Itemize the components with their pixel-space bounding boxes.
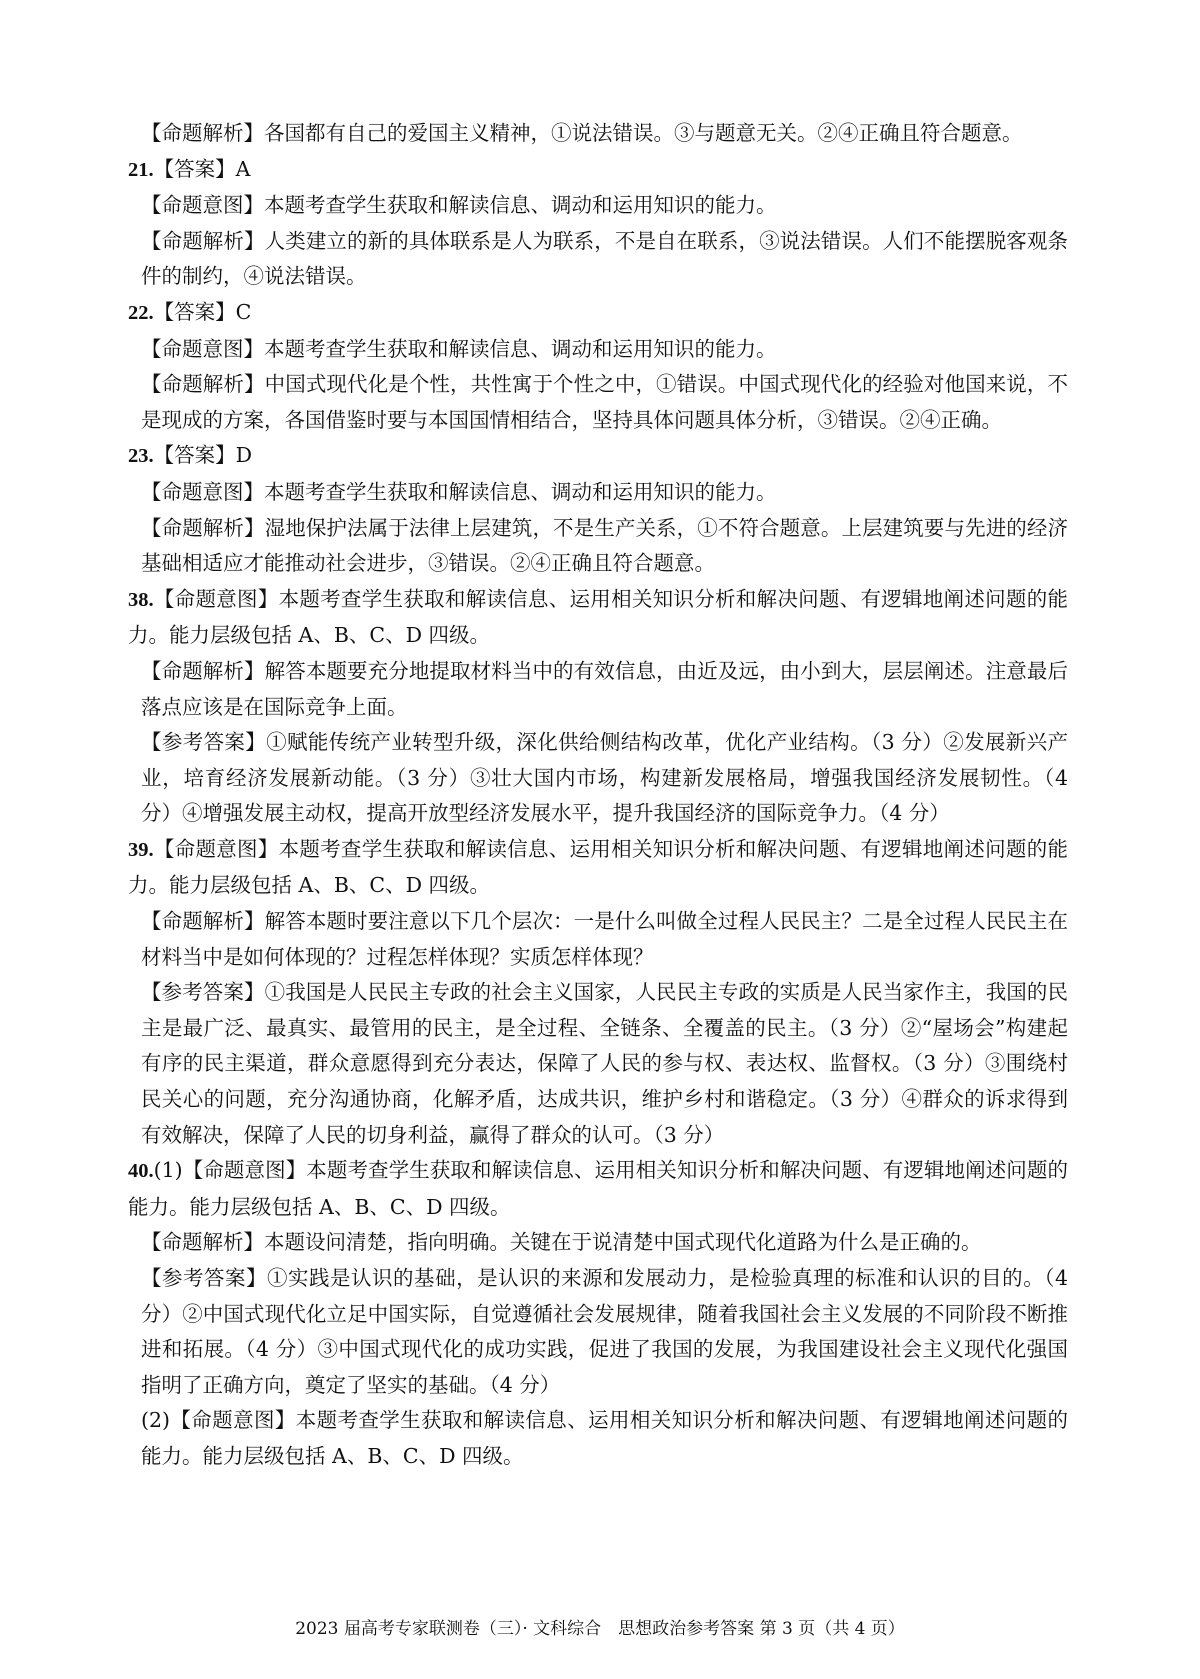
q39-intent <box>128 832 1068 904</box>
q40-part1-intent <box>128 1153 1068 1225</box>
q23-intent: 【命题意图】本题考查学生获取和解读信息、调动和运用知识的能力。 <box>141 479 777 504</box>
q39-number: 39. <box>128 838 154 861</box>
q38-number: 38. <box>128 588 154 611</box>
q40-part1-analysis: 【命题解析】本题设问清楚，指向明确。关键在于说清楚中国式现代化道路为什么是正确的。 <box>141 1230 982 1255</box>
q38-intent-text: 【命题意图】本题考查学生获取和解读信息、运用相关知识分析和解决问题、有逻辑地阐述问题的能力。能力层级包括 A、B、C、D 四级。 <box>128 586 1068 648</box>
q39-analysis: 【命题解析】解答本题时要注意以下几个层次：一是什么叫做全过程人民民主？二是全过程人民民主在材料当中是如何体现的？过程怎样体现？实质怎样体现？ <box>141 909 1068 969</box>
q40-part1-reference: 【参考答案】①实践是认识的基础，是认识的来源和发展动力，是检验真理的标准和认识的目的。（4 分）②中国式现代化立足中国实际，自觉遵循社会发展规律，随着我国社会主义发展的不同阶段不断推进和拓展。（4 分）③中国式现代化的成功实践，促进了我国的发展，为我国建设社会主义现代化强国指明了正确方向，奠定了坚实的基础。（4 分） <box>141 1266 1068 1397</box>
q22-answer-text: 【答案】C <box>153 299 252 324</box>
q22-analysis: 【命题解析】中国式现代化是个性，共性寓于个性之中，①错误。中国式现代化的经验对他国来说，不是现成的方案，各国借鉴时要与本国国情相结合，坚持具体问题具体分析，③错误。②④正确。 <box>141 372 1068 432</box>
q40-number: 40. <box>128 1160 154 1183</box>
q20-analysis: 【命题解析】各国都有自己的爱国主义精神，①说法错误。③与题意无关。②④正确且符合题意。 <box>141 121 1023 145</box>
q22-intent: 【命题意图】本题考查学生获取和解读信息、调动和运用知识的能力。 <box>141 336 777 361</box>
q39-intent-text: 【命题意图】本题考查学生获取和解读信息、运用相关知识分析和解决问题、有逻辑地阐述问题的能力。能力层级包括 A、B、C、D 四级。 <box>128 836 1068 898</box>
q22-number: 22. <box>128 301 154 324</box>
q22-answer <box>128 295 1068 332</box>
answer-content <box>128 116 1068 1475</box>
q39-reference: 【参考答案】①我国是人民民主专政的社会主义国家，人民民主专政的实质是人民当家作主，我国的民主是最广泛、最真实、最管用的民主，是全过程、全链条、全覆盖的民主。（3 分）②“屋场会”构建起有序的民主渠道，群众意愿得到充分表达，保障了人民的参与权、表达权、监督权。（3 分）③围绕村民关心的问题，充分沟通协商，化解矛盾，达成共识，维护乡村和谐稳定。（3 分）④群众的诉求得到有效解决，保障了人民的切身利益，赢得了群众的认可。（3 分） <box>141 980 1068 1147</box>
q23-analysis: 【命题解析】湿地保护法属于法律上层建筑，不是生产关系，①不符合题意。上层建筑要与先进的经济基础相适应才能推动社会进步，③错误。②④正确且符合题意。 <box>141 515 1068 576</box>
q21-answer-text: 【答案】A <box>153 156 251 181</box>
q23-answer <box>128 438 1068 475</box>
q21-answer <box>128 152 1068 189</box>
q40-part1-intent-text: (1)【命题意图】本题考查学生获取和解读信息、运用相关知识分析和解决问题、有逻辑地阐述问题的能力。能力层级包括 A、B、C、D 四级。 <box>128 1158 1068 1219</box>
q38-intent <box>128 582 1068 654</box>
q21-number: 21. <box>128 158 154 181</box>
q21-analysis: 【命题解析】人类建立的新的具体联系是人为联系，不是自在联系，③说法错误。人们不能摆脱客观条件的制约，④说法错误。 <box>141 228 1068 289</box>
q23-answer-text: 【答案】D <box>153 443 253 468</box>
q21-intent: 【命题意图】本题考查学生获取和解读信息、调动和运用知识的能力。 <box>141 193 777 218</box>
q38-reference: 【参考答案】①赋能传统产业转型升级，深化供给侧结构改革，优化产业结构。（3 分）②发展新兴产业，培育经济发展新动能。（3 分）③壮大国内市场，构建新发展格局，增强我国经济发展韧性。（4 分）④增强发展主动权，提高开放型经济发展水平，提升我国经济的国际竞争力。（4 分） <box>141 730 1068 826</box>
page-footer: 2023 届高考专家联测卷（三）· 文科综合 思想政治参考答案 第 3 页（共 4 页） <box>295 1619 905 1639</box>
q40-part2-intent: (2)【命题意图】本题考查学生获取和解读信息、运用相关知识分析和解决问题、有逻辑地阐述问题的能力。能力层级包括 A、B、C、D 四级。 <box>141 1408 1068 1468</box>
q23-number: 23. <box>128 445 154 468</box>
q38-analysis: 【命题解析】解答本题要充分地提取材料当中的有效信息，由近及远，由小到大，层层阐述。注意最后落点应该是在国际竞争上面。 <box>141 658 1068 719</box>
